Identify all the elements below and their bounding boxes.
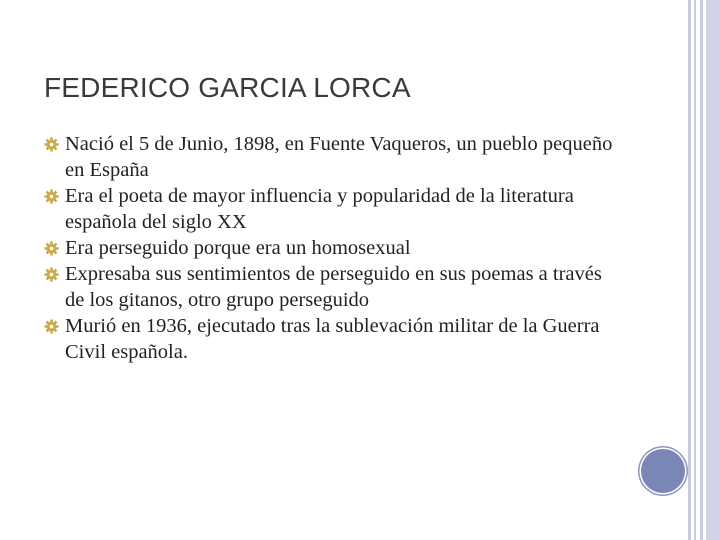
bullet-text: Expresaba sus sentimientos de perseguido en sus poemas a través de los gitanos, otro grupo perseguido [65, 263, 602, 311]
gear-bullet-icon [44, 189, 59, 204]
bullet-text: Nació el 5 de Junio, 1898, en Fuente Vaqueros, un pueblo pequeño en España [65, 133, 613, 181]
slide-title: FEDERICO GARCIA LORCA [44, 72, 411, 103]
side-stripe [700, 0, 703, 540]
bullet-text: Era perseguido porque era un homosexual [65, 237, 411, 259]
bullet-item [44, 313, 624, 365]
side-stripe [706, 0, 720, 540]
bullet-list [44, 131, 624, 365]
side-stripe [688, 0, 691, 540]
bullet-text: Murió en 1936, ejecutado tras la sublevación militar de la Guerra Civil española. [65, 315, 600, 363]
bullet-item [44, 235, 624, 261]
gear-bullet-icon [44, 241, 59, 256]
side-stripe [694, 0, 696, 540]
gear-bullet-icon [44, 137, 59, 152]
bullet-text: Era el poeta de mayor influencia y popularidad de la literatura española del siglo XX [65, 185, 574, 233]
bullet-item [44, 261, 624, 313]
bullet-item [44, 131, 624, 183]
gear-bullet-icon [44, 319, 59, 334]
gear-bullet-icon [44, 267, 59, 282]
bullet-item [44, 183, 624, 235]
accent-circle [641, 449, 685, 493]
